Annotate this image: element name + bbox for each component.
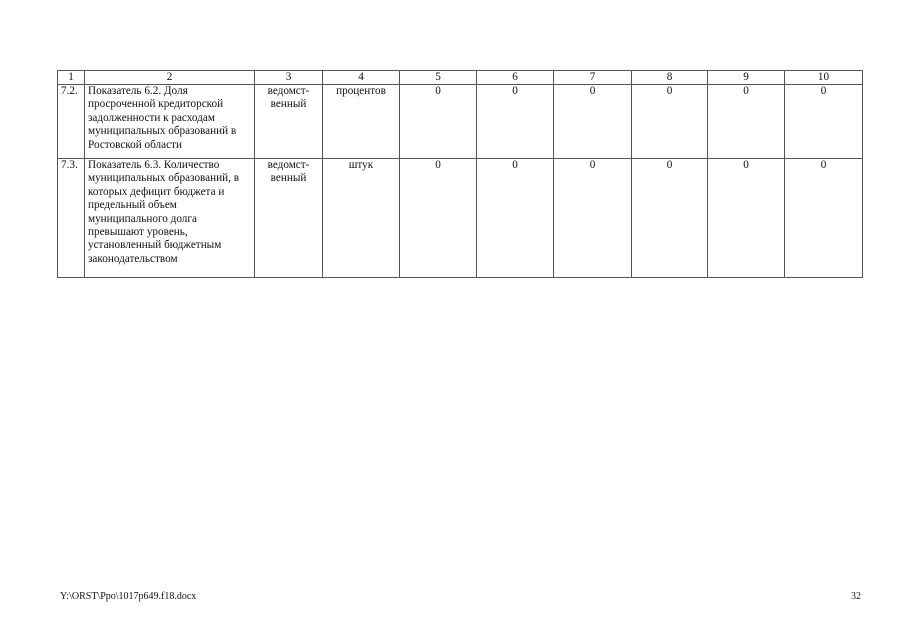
value-cell: 0 xyxy=(632,85,708,159)
unit-of-measure: штук xyxy=(323,159,400,278)
column-number-9: 9 xyxy=(708,71,785,85)
value-cell: 0 xyxy=(785,159,863,278)
table-row xyxy=(58,159,863,278)
value-cell: 0 xyxy=(554,159,632,278)
column-number-2: 2 xyxy=(85,71,255,85)
footer-file-path: Y:\ORST\Ppo\1017p649.f18.docx xyxy=(60,591,197,602)
row-number: 7.3. xyxy=(58,159,85,278)
indicator-name: Показатель 6.2. Доля просроченной кредиторской задолженности к расходам муниципальных образований в Ростовской области xyxy=(85,85,255,159)
value-cell: 0 xyxy=(708,85,785,159)
column-number-6: 6 xyxy=(477,71,554,85)
column-number-4: 4 xyxy=(323,71,400,85)
column-number-3: 3 xyxy=(255,71,323,85)
table-header-row xyxy=(58,71,863,85)
value-cell: 0 xyxy=(708,159,785,278)
row-number: 7.2. xyxy=(58,85,85,159)
unit-of-measure: процентов xyxy=(323,85,400,159)
column-number-10: 10 xyxy=(785,71,863,85)
value-cell: 0 xyxy=(400,85,477,159)
value-cell: 0 xyxy=(632,159,708,278)
value-cell: 0 xyxy=(400,159,477,278)
column-number-1: 1 xyxy=(58,71,85,85)
value-cell: 0 xyxy=(477,159,554,278)
indicator-table xyxy=(57,70,863,278)
indicator-type: ведомст-венный xyxy=(255,159,323,278)
indicator-name: Показатель 6.3. Количество муниципальных образований, в которых дефицит бюджета и предельный объем муниципального долга превышают уровень, установленный бюджетным законодательством xyxy=(85,159,255,278)
value-cell: 0 xyxy=(554,85,632,159)
indicator-type: ведомст-венный xyxy=(255,85,323,159)
value-cell: 0 xyxy=(785,85,863,159)
column-number-7: 7 xyxy=(554,71,632,85)
table-row xyxy=(58,85,863,159)
column-number-5: 5 xyxy=(400,71,477,85)
value-cell: 0 xyxy=(477,85,554,159)
column-number-8: 8 xyxy=(632,71,708,85)
page-number: 32 xyxy=(851,591,861,602)
